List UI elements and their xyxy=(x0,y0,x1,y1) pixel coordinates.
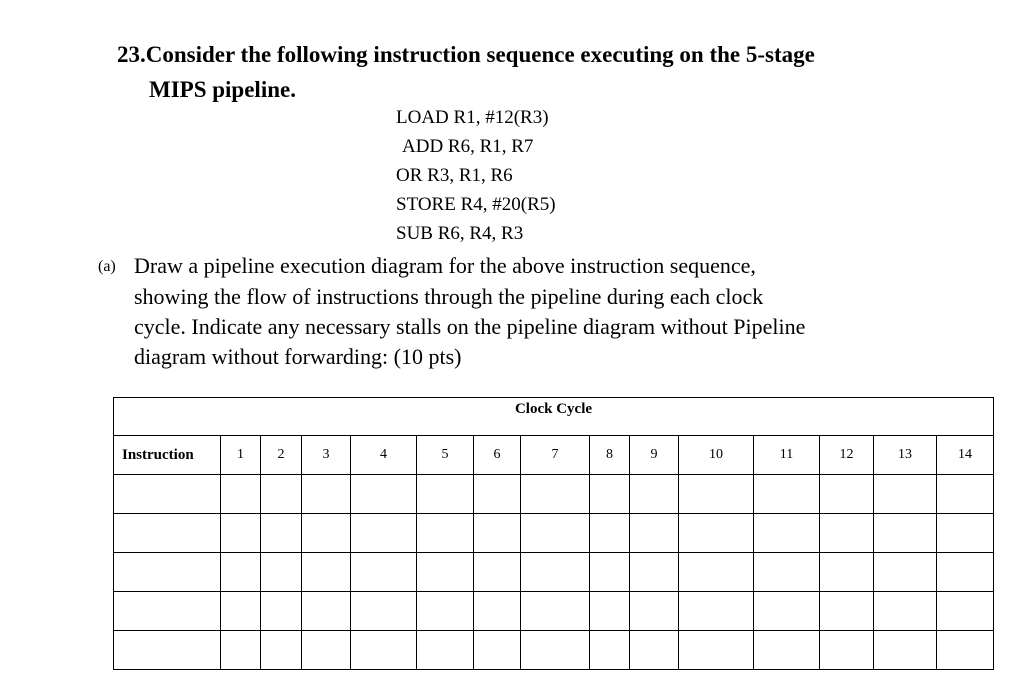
table-row xyxy=(114,631,994,670)
cycle-cell xyxy=(302,553,351,592)
cycle-header: 12 xyxy=(820,436,874,475)
cycle-cell xyxy=(874,553,937,592)
cycle-cell xyxy=(521,592,590,631)
cycle-header: 10 xyxy=(679,436,754,475)
cycle-cell xyxy=(820,553,874,592)
cycle-cell xyxy=(261,514,302,553)
cycle-cell xyxy=(417,631,474,670)
cycle-cell xyxy=(754,553,820,592)
cycle-cell xyxy=(417,475,474,514)
table-row xyxy=(114,592,994,631)
cycle-header: 13 xyxy=(874,436,937,475)
cycle-cell xyxy=(679,592,754,631)
cycle-cell xyxy=(417,553,474,592)
pipeline-diagram-body xyxy=(114,475,994,670)
cycle-cell xyxy=(630,514,679,553)
cycle-cell xyxy=(521,514,590,553)
part-a-line: Draw a pipeline execution diagram for the above instruction sequence, xyxy=(134,253,756,278)
cycle-cell xyxy=(874,592,937,631)
clock-cycle-header: Clock Cycle xyxy=(114,398,994,436)
cycle-header: 8 xyxy=(590,436,630,475)
cycle-cell xyxy=(351,592,417,631)
instruction-line: ADD R6, R1, R7 xyxy=(402,136,534,157)
table-row xyxy=(114,475,994,514)
cycle-cell xyxy=(937,514,994,553)
cycle-cell xyxy=(221,475,261,514)
instruction-cell xyxy=(114,631,221,670)
cycle-cell xyxy=(937,631,994,670)
cycle-header: 6 xyxy=(474,436,521,475)
cycle-cell xyxy=(630,592,679,631)
cycle-cell xyxy=(302,475,351,514)
instruction-line: OR R3, R1, R6 xyxy=(396,165,513,186)
part-a-prompt xyxy=(98,251,928,372)
cycle-cell xyxy=(679,553,754,592)
cycle-cell xyxy=(937,592,994,631)
cycle-header: 14 xyxy=(937,436,994,475)
cycle-cell xyxy=(754,514,820,553)
cycle-cell xyxy=(417,592,474,631)
cycle-header: 5 xyxy=(417,436,474,475)
cycle-cell xyxy=(590,553,630,592)
cycle-header: 3 xyxy=(302,436,351,475)
question-title-line2: MIPS pipeline. xyxy=(149,77,296,102)
cycle-cell xyxy=(679,631,754,670)
cycle-cell xyxy=(221,553,261,592)
cycle-cell xyxy=(302,592,351,631)
cycle-header: 1 xyxy=(221,436,261,475)
instruction-cell xyxy=(114,592,221,631)
cycle-cell xyxy=(417,514,474,553)
cycle-cell xyxy=(874,514,937,553)
cycle-cell xyxy=(221,592,261,631)
cycle-cell xyxy=(630,475,679,514)
table-row xyxy=(114,553,994,592)
cycle-cell xyxy=(351,553,417,592)
instruction-sequence xyxy=(396,103,556,248)
cycle-cell xyxy=(820,475,874,514)
cycle-cell xyxy=(474,514,521,553)
instruction-line: STORE R4, #20(R5) xyxy=(396,194,556,215)
instruction-line: LOAD R1, #12(R3) xyxy=(396,107,549,128)
cycle-cell xyxy=(754,631,820,670)
cycle-cell xyxy=(351,514,417,553)
cycle-cell xyxy=(754,592,820,631)
pipeline-diagram-table xyxy=(113,397,994,670)
cycle-cell xyxy=(261,631,302,670)
cycle-cell xyxy=(351,475,417,514)
cycle-cell xyxy=(521,475,590,514)
cycle-cell xyxy=(754,475,820,514)
cycle-cell xyxy=(590,475,630,514)
cycle-cell xyxy=(590,631,630,670)
question-title xyxy=(117,37,947,107)
cycle-cell xyxy=(261,475,302,514)
cycle-cell xyxy=(261,592,302,631)
cycle-cell xyxy=(820,514,874,553)
cycle-cell xyxy=(521,631,590,670)
question-title-line1: Consider the following instruction sequence executing on the 5-stage xyxy=(145,42,815,67)
cycle-cell xyxy=(679,475,754,514)
cycle-cell xyxy=(521,553,590,592)
cycle-cell xyxy=(302,514,351,553)
cycle-cell xyxy=(590,592,630,631)
cycle-cell xyxy=(474,631,521,670)
cycle-cell xyxy=(474,553,521,592)
cycle-header: 9 xyxy=(630,436,679,475)
cycle-cell xyxy=(474,592,521,631)
instruction-cell xyxy=(114,475,221,514)
part-a-line: cycle. Indicate any necessary stalls on the pipeline diagram without Pipeline xyxy=(134,314,806,339)
instruction-cell xyxy=(114,514,221,553)
instruction-cell xyxy=(114,553,221,592)
cycle-cell xyxy=(351,631,417,670)
cycle-cell xyxy=(937,553,994,592)
cycle-cell xyxy=(590,514,630,553)
cycle-cell xyxy=(874,631,937,670)
question-number: 23. xyxy=(117,42,146,67)
instruction-line: SUB R6, R4, R3 xyxy=(396,223,524,244)
part-a-line: diagram without forwarding: (10 pts) xyxy=(134,344,462,369)
cycle-cell xyxy=(630,631,679,670)
cycle-cell xyxy=(221,514,261,553)
instruction-column-header: Instruction xyxy=(114,436,221,475)
cycle-header: 2 xyxy=(261,436,302,475)
cycle-header: 11 xyxy=(754,436,820,475)
cycle-cell xyxy=(820,631,874,670)
cycle-cell xyxy=(221,631,261,670)
part-a-label: (a) xyxy=(98,258,116,275)
cycle-cell xyxy=(302,631,351,670)
cycle-cell xyxy=(679,514,754,553)
cycle-cell xyxy=(874,475,937,514)
cycle-cell xyxy=(474,475,521,514)
cycle-header: 7 xyxy=(521,436,590,475)
table-row xyxy=(114,514,994,553)
cycle-cell xyxy=(820,592,874,631)
cycle-cell xyxy=(261,553,302,592)
cycle-cell xyxy=(630,553,679,592)
cycle-cell xyxy=(937,475,994,514)
part-a-line: showing the flow of instructions through the pipeline during each clock xyxy=(134,284,764,309)
cycle-header: 4 xyxy=(351,436,417,475)
